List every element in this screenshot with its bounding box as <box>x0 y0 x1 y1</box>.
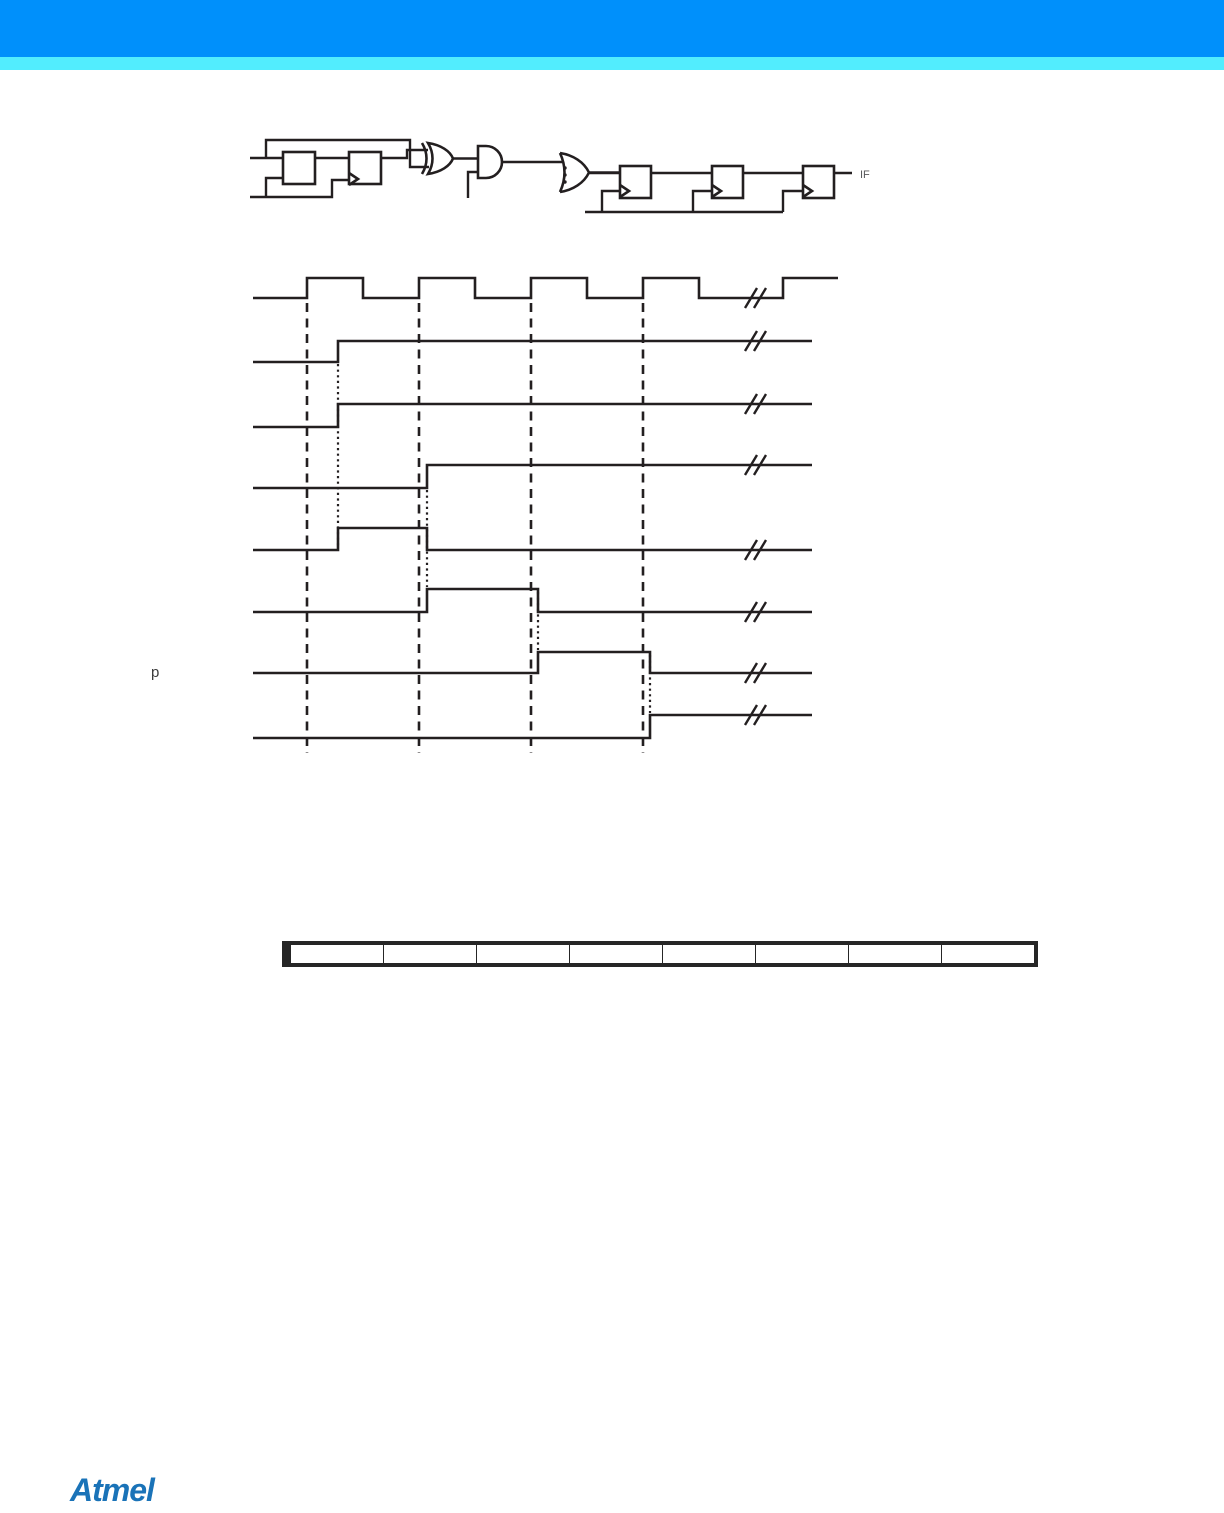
ellipsis-dot <box>563 180 566 183</box>
latch-box <box>283 152 315 184</box>
sync-dff-box <box>349 152 381 184</box>
time-break-marks <box>745 288 766 725</box>
dff-to-xor-wire <box>381 150 428 158</box>
or-gate <box>560 153 589 192</box>
header-accent-strip <box>0 57 1224 70</box>
ellipsis-dot <box>563 166 566 169</box>
waveform-row3 <box>253 404 812 427</box>
register-bit-cell <box>942 945 1034 963</box>
xor-gate <box>422 143 453 174</box>
register-bit-cell <box>663 945 756 963</box>
waveform-row4 <box>253 465 812 488</box>
waveform-row2 <box>253 341 812 362</box>
register-bit-cell <box>291 945 384 963</box>
register-bit-cell <box>570 945 663 963</box>
ellipsis-dot <box>563 173 566 176</box>
atmel-logo: Atmel <box>70 1472 154 1508</box>
header-bar <box>0 0 1224 57</box>
waveform-clock <box>253 278 838 298</box>
interrupt-circuit-diagram <box>240 105 900 235</box>
register-bit-table <box>282 941 1038 967</box>
register-bit-cell <box>384 945 477 963</box>
waveform-row6 <box>253 589 812 612</box>
or-to-ff-wire <box>589 173 620 174</box>
and-enable-stub-wire <box>468 172 478 198</box>
register-bit-cell <box>477 945 570 963</box>
waveform-row8 <box>253 715 812 738</box>
row7-left-label: p <box>151 664 160 681</box>
register-bit-cell <box>849 945 942 963</box>
interrupt-flag-label: IF <box>860 169 870 181</box>
waveform-row7 <box>253 652 812 673</box>
interrupt-timing-diagram <box>140 260 860 760</box>
register-bit-cell <box>756 945 849 963</box>
latch-enable-wire <box>266 178 283 197</box>
waveform-row5 <box>253 528 812 550</box>
and-gate <box>478 146 502 178</box>
ff-clock-rail <box>585 191 803 212</box>
